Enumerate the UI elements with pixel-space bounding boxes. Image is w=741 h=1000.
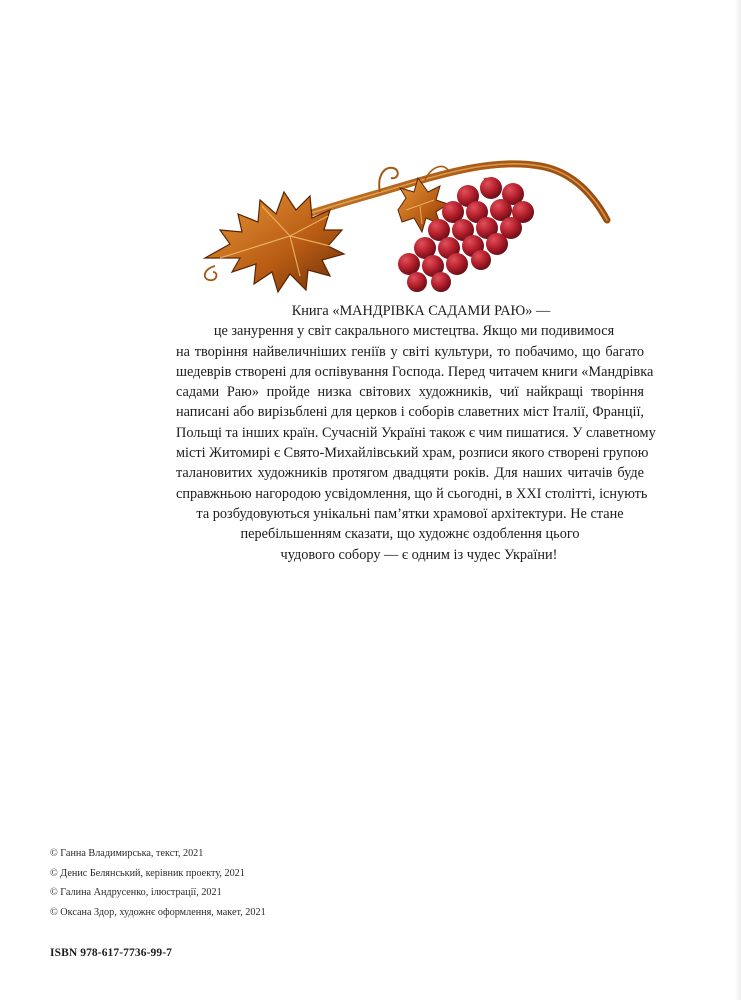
copyright-credits — [50, 844, 266, 922]
intro-text — [176, 301, 656, 565]
isbn-number: ISBN 978-617-7736-99-7 — [50, 947, 172, 959]
intro-line: чудового собору — є одним із чудес України! — [280, 546, 558, 563]
intro-line: справжньою нагородою усвідомлення, що й сьогодні, в ХХІ столітті, існують — [176, 485, 648, 502]
intro-line: це занурення у світ сакрального мистецтва. Якщо ми подивимося — [213, 323, 615, 340]
intro-line: на творіння найвеличніших геніїв у світі культури, то побачимо, що багато — [176, 343, 644, 360]
intro-line: садами Раю» пройде низка світових художників, чиї найкращі творіння — [176, 384, 644, 401]
intro-line: шедеврів створені для оспівування Господа. Перед читачем книги «Мандрівка — [176, 363, 654, 380]
intro-line: талановитих художників протягом двадцяти років. Для наших читачів буде — [176, 465, 644, 482]
credit-line: © Денис Белянський, керівник проекту, 2021 — [50, 867, 245, 879]
credit-line: © Оксана Здор, художнє оформлення, макет, 2021 — [50, 906, 266, 918]
intro-line: Книга «МАНДРІВКА САДАМИ РАЮ» — — [291, 303, 551, 319]
intro-line: перебільшенням сказати, що художнє оздоблення цього — [240, 526, 580, 543]
page-edge-shadow — [735, 0, 741, 1000]
intro-line: та розбудовуються унікальні пам’ятки храмової архітектури. Не стане — [196, 505, 624, 522]
intro-line: Польщі та інших країн. Сучасній Україні також є чим пишатися. У славетному — [176, 424, 656, 441]
grapevine-with-grapes-icon — [195, 148, 615, 298]
credit-line: © Ганна Владимирська, текст, 2021 — [50, 848, 204, 859]
credit-line: © Галина Андрусенко, ілюстрації, 2021 — [50, 887, 222, 898]
intro-line: написані або вирізьблені для церков і соборів славетних міст Італії, Франції, — [176, 404, 644, 421]
intro-line: місті Житомирі є Свято-Михайлівський храм, розписи якого створені групою — [176, 445, 649, 462]
